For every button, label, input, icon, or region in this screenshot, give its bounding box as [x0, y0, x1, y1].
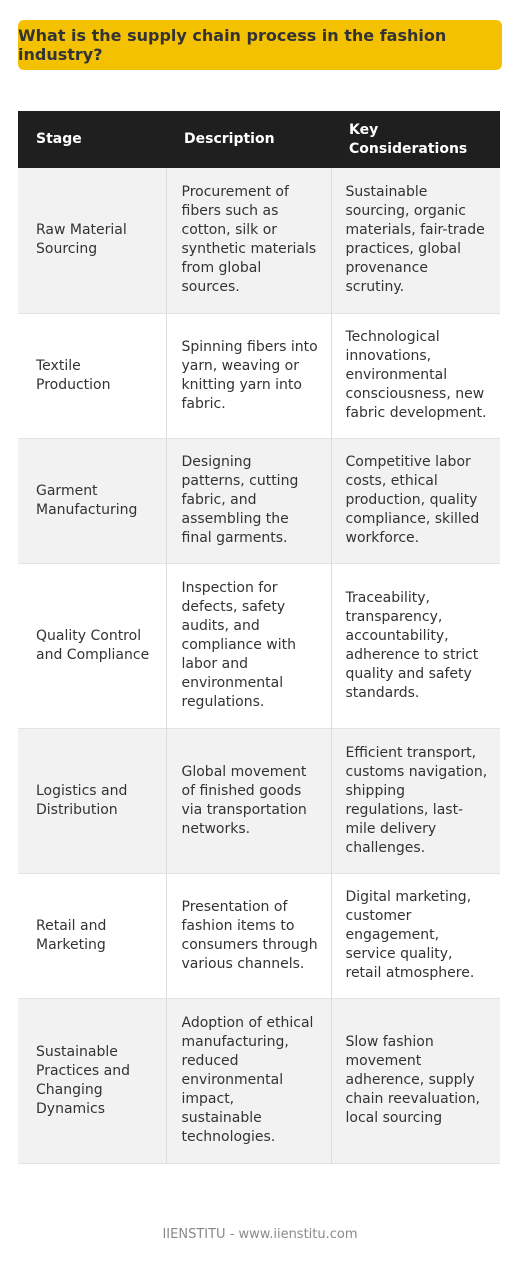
- considerations-cell: Technological innovations, environmental consciousness, new fabric development.: [345, 329, 487, 421]
- description-cell: Adoption of ethical manufacturing, reduced environmental impact, sustainable technologies.: [166, 998, 331, 1163]
- table-row: [18, 998, 500, 1163]
- table-row: [18, 728, 500, 873]
- header-key-considerations: Key Considerations: [349, 121, 468, 157]
- table-row: [18, 313, 500, 438]
- stage-cell: Textile Production: [18, 313, 166, 438]
- considerations-cell: Efficient transport, customs navigation, shipping regulations, last-mile delivery challenges.: [345, 744, 488, 856]
- header-description: Description: [184, 131, 275, 147]
- description-cell: Inspection for defects, safety audits, and compliance with labor and environmental regulations.: [166, 563, 331, 728]
- table-row: [18, 438, 500, 563]
- considerations-cell: Sustainable sourcing, organic materials, fair-trade practices, global provenance scrutiny.: [345, 184, 485, 296]
- considerations-cell: Competitive labor costs, ethical production, quality compliance, skilled workforce.: [345, 454, 480, 546]
- footer-credit: IIENSTITU - www.iienstitu.com: [162, 1227, 358, 1242]
- stage-cell: Garment Manufacturing: [18, 438, 166, 563]
- stage-cell: Sustainable Practices and Changing Dynamics: [18, 998, 166, 1163]
- description-cell: Designing patterns, cutting fabric, and assembling the final garments.: [166, 438, 331, 563]
- stage-cell: Quality Control and Compliance: [18, 563, 166, 728]
- description-cell: Procurement of fibers such as cotton, silk or synthetic materials from global sources.: [166, 168, 331, 313]
- description-cell: Global movement of finished goods via transportation networks.: [166, 728, 331, 873]
- considerations-cell: Digital marketing, customer engagement, service quality, retail atmosphere.: [345, 889, 475, 981]
- considerations-cell: Traceability, transparency, accountability, adherence to strict quality and safety standards.: [345, 589, 479, 701]
- table-row: [18, 168, 500, 313]
- stage-cell: Raw Material Sourcing: [18, 168, 166, 313]
- supply-chain-table-container: [18, 111, 500, 1164]
- title-banner: [18, 20, 502, 70]
- page-title: What is the supply chain process in the fashion industry?: [18, 26, 447, 64]
- table-header-row: [18, 111, 500, 168]
- supply-chain-table: [18, 111, 500, 1164]
- table-row: [18, 563, 500, 728]
- description-cell: Presentation of fashion items to consumers through various channels.: [166, 873, 331, 998]
- description-cell: Spinning fibers into yarn, weaving or knitting yarn into fabric.: [166, 313, 331, 438]
- stage-cell: Retail and Marketing: [18, 873, 166, 998]
- considerations-cell: Slow fashion movement adherence, supply chain reevaluation, local sourcing: [345, 1034, 481, 1126]
- stage-cell: Logistics and Distribution: [18, 728, 166, 873]
- header-stage: Stage: [36, 131, 82, 147]
- table-row: [18, 873, 500, 998]
